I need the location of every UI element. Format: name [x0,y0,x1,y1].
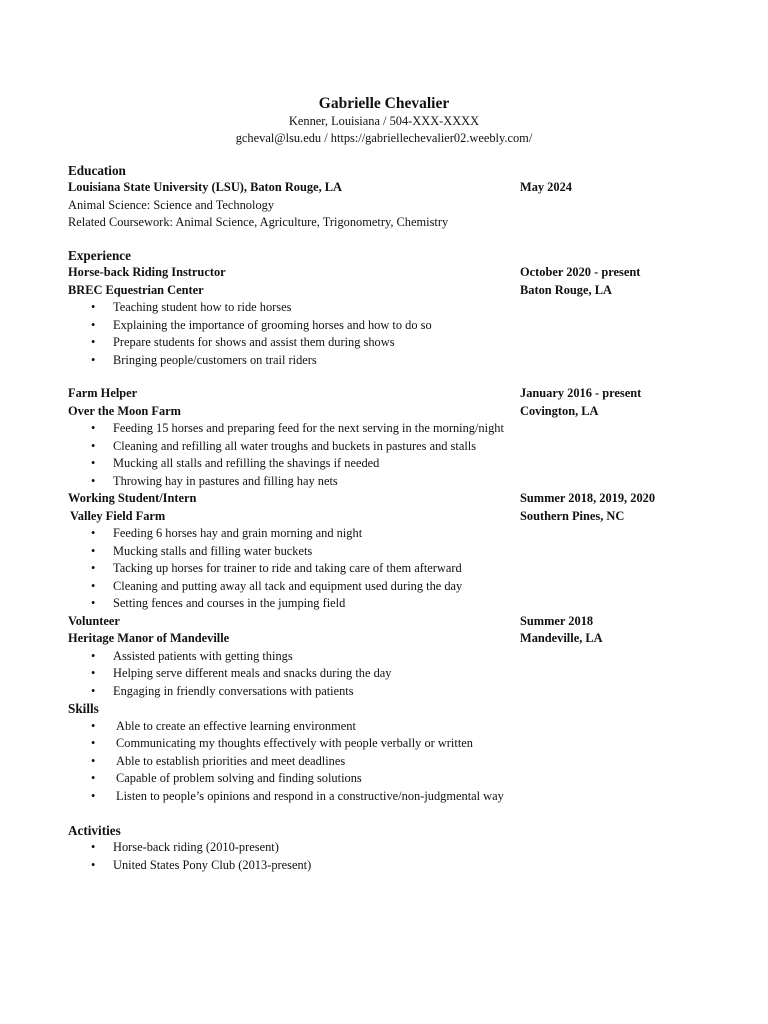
job-bullets [68,420,708,490]
resume-header [0,94,768,147]
bullet-icon: • [91,771,96,786]
bullet-text: Capable of problem solving and finding solutions [116,771,362,786]
bullet-item [68,352,708,370]
bullet-icon: • [91,666,96,681]
job-org: Heritage Manor of Mandeville [68,631,230,646]
email-website: gcheval@lsu.edu / https://gabriellechevalier02.weebly.com/ [235,131,533,145]
job-date: Summer 2018, 2019, 2020 [520,491,656,506]
job-title-row [68,613,708,630]
education-school-row [68,179,708,196]
bullet-text: Able to create an effective learning environment [116,718,356,733]
bullet-text: Throwing hay in pastures and filling hay nets [113,473,338,488]
job-date: January 2016 - present [520,386,642,401]
bullet-item [68,595,708,613]
job-org-row [68,508,708,525]
job-org-row [68,282,708,299]
job-date: Summer 2018 [520,613,594,628]
bullet-item [68,317,708,335]
bullet-text: Mucking all stalls and refilling the shavings if needed [113,456,380,471]
school-name: Louisiana State University (LSU), Baton Rouge, LA [68,180,342,195]
job-org: BREC Equestrian Center [68,282,204,297]
bullet-text: Assisted patients with getting things [113,648,293,663]
education-major: Animal Science: Science and Technology [68,197,275,212]
bullet-item [68,334,708,352]
bullet-icon: • [91,648,96,663]
bullet-icon: • [91,683,96,698]
job-place: Covington, LA [520,403,599,418]
spacer [68,806,708,822]
bullet-item [68,299,708,317]
education-section [68,162,708,231]
bullet-text: Cleaning and putting away all tack and equipment used during the day [113,578,463,593]
bullet-text: Helping serve different meals and snacks during the day [113,666,392,681]
bullet-item [68,525,708,543]
bullet-icon: • [91,561,96,576]
job-bullets [68,299,708,369]
activities-heading: Activities [68,822,121,838]
job-entry [68,385,708,490]
spacer [68,369,708,385]
bullet-text: Able to establish priorities and meet deadlines [116,753,346,768]
job-date: October 2020 - present [520,265,641,280]
job-title: Farm Helper [68,386,138,401]
bullet-item [68,560,708,578]
bullet-item [68,665,708,683]
bullet-item [68,788,708,806]
bullet-icon: • [91,718,96,733]
bullet-icon: • [91,335,96,350]
job-entry [68,264,708,369]
bullet-icon: • [91,317,96,332]
bullet-text: Communicating my thoughts effectively with people verbally or written [116,736,473,751]
activities-section [68,822,708,874]
bullet-icon: • [91,473,96,488]
bullet-item [68,839,708,857]
bullet-item [68,473,708,491]
bullet-icon: • [91,456,96,471]
job-title: Horse-back Riding Instructor [68,265,226,280]
job-title-row [68,490,708,507]
bullet-icon: • [91,857,96,872]
skills-heading: Skills [68,701,99,717]
bullet-text: Bringing people/customers on trail riders [113,352,317,367]
bullet-text: Horse-back riding (2010-present) [113,839,279,854]
bullet-icon: • [91,596,96,611]
skills-section [68,700,708,805]
bullet-item [68,420,708,438]
bullet-text: Explaining the importance of grooming horses and how to do so [113,317,432,332]
job-place: Southern Pines, NC [520,508,625,523]
bullet-icon: • [91,736,96,751]
experience-heading: Experience [68,248,131,264]
bullet-icon: • [91,753,96,768]
bullet-icon: • [91,421,96,436]
job-entry [68,490,708,613]
job-entry [68,613,708,700]
job-bullets [68,648,708,701]
job-place: Mandeville, LA [520,631,603,646]
location-phone: Kenner, Louisiana / 504-XXX-XXXX [288,114,480,128]
job-title: Working Student/Intern [68,491,197,506]
bullet-item [68,683,708,701]
bullet-icon: • [91,352,96,367]
bullet-text: Mucking stalls and filling water buckets [113,543,313,558]
bullet-item [68,735,708,753]
bullet-icon: • [91,543,96,558]
bullet-text: United States Pony Club (2013-present) [113,857,312,872]
bullet-icon: • [91,578,96,593]
education-coursework: Related Coursework: Animal Science, Agriculture, Trigonometry, Chemistry [68,214,449,229]
experience-section [68,247,708,700]
resume-body [68,162,708,874]
job-title-row [68,264,708,281]
bullet-text: Prepare students for shows and assist them during shows [113,335,395,350]
bullet-text: Feeding 6 horses hay and grain morning and night [113,526,363,541]
bullet-item [68,718,708,736]
job-title-row [68,385,708,402]
job-org-row [68,403,708,420]
job-org: Valley Field Farm [70,508,166,523]
bullet-item [68,543,708,561]
job-title: Volunteer [68,613,120,628]
job-org-row [68,630,708,647]
job-bullets [68,525,708,613]
bullet-text: Setting fences and courses in the jumping field [113,596,346,611]
job-org: Over the Moon Farm [68,403,181,418]
bullet-icon: • [91,300,96,315]
bullet-text: Feeding 15 horses and preparing feed for the next serving in the morning/night [113,421,504,436]
bullet-item [68,857,708,875]
bullet-icon: • [91,839,96,854]
bullet-text: Teaching student how to ride horses [113,300,292,315]
job-place: Baton Rouge, LA [520,282,612,297]
bullet-item [68,578,708,596]
bullet-icon: • [91,438,96,453]
activities-bullets [68,839,708,874]
bullet-item [68,438,708,456]
bullet-item [68,770,708,788]
graduation-date: May 2024 [520,180,572,195]
bullet-item [68,753,708,771]
bullet-icon: • [91,526,96,541]
skills-bullets [68,718,708,806]
education-heading: Education [68,163,126,178]
bullet-item [68,648,708,666]
candidate-name: Gabrielle Chevalier [318,95,450,112]
bullet-text: Engaging in friendly conversations with patients [113,683,354,698]
bullet-item [68,455,708,473]
spacer [68,231,708,247]
bullet-icon: • [91,789,96,804]
bullet-text: Listen to people’s opinions and respond in a constructive/non-judgmental way [116,789,504,804]
bullet-text: Tacking up horses for trainer to ride and taking care of them afterward [113,561,462,576]
bullet-text: Cleaning and refilling all water troughs and buckets in pastures and stalls [113,438,477,453]
